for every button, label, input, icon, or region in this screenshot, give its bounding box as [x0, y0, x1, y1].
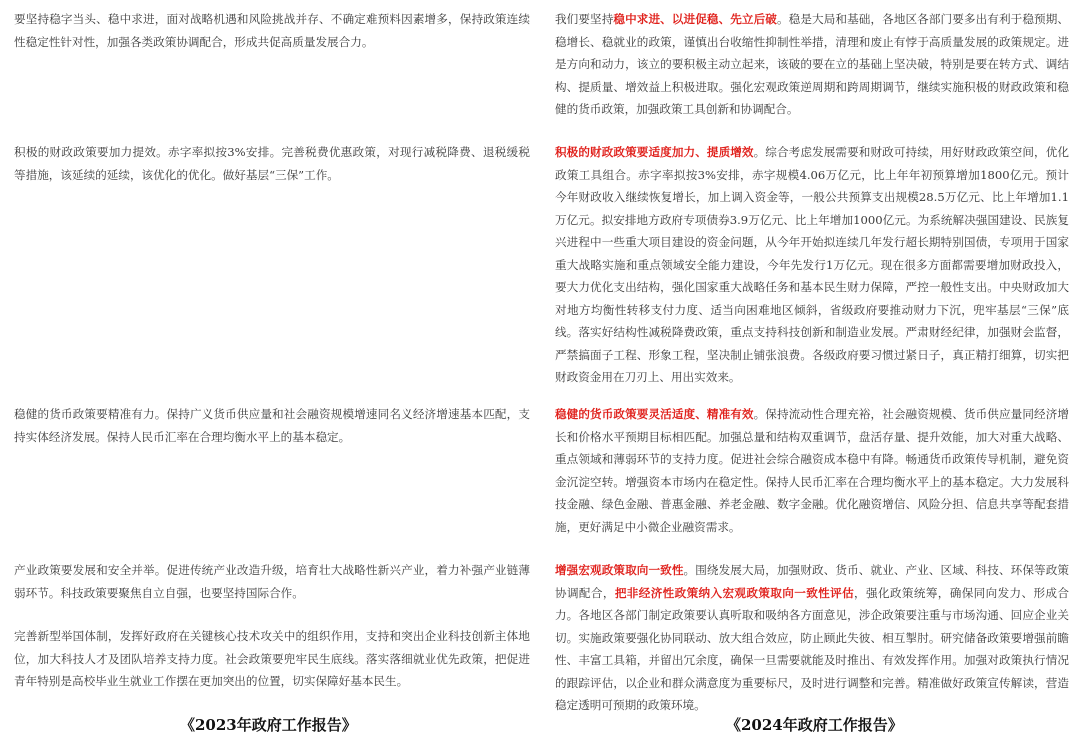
left-paragraph-2: 积极的财政政策要加力提效。赤字率拟按3%安排。完善税费优惠政策，对现行减税降费、退税缓税等措施，该延续的延续，该优化的优化。做好基层“三保”工作。 [14, 145, 530, 182]
right-paragraph-1 [555, 8, 1069, 121]
highlight-text: 稳中求进、以进促稳、先立后破 [613, 12, 777, 26]
highlight-text: 积极的财政政策要适度加力、提质增效 [555, 145, 754, 159]
highlight-text: 增强宏观政策取向一致性 [555, 563, 684, 577]
footer-title-2023: 《2023年政府工作报告》 [180, 716, 357, 734]
text-segment: 。综合考虑发展需要和财政可持续，用好财政政策空间，优化政策工具组合。赤字率拟按3%安排，赤字规模4.06万亿元，比上年年初预算增加1800亿元。预计今年财政收入继续恢复增长，加上调入资金等，一般公共预算支出规模28.5万亿元、比上年增加1.1万亿元。拟安排地方政府专项债券3.9万亿元、比上年增加1000亿元。为系统解决强国建设、民族复兴进程中一些重大项目建设的资金问题，从今年开始拟连续几年发行超长期特别国债，专项用于国家重大战略实施和重点领域安全能力建设，今年先发行1万亿元。现在很多方面都需要增加财政投入，要大力优化支出结构，强化国家重大战略任务和基本民生财力保障，严控一般性支出。中央财政加大对地方均衡性转移支付力度、适当向困难地区倾斜，省级政府要推动财力下沉，兜牢基层“三保”底线。落实好结构性减税降费政策，重点支持科技创新和制造业发展。严肃财经纪律，加强财会监督，严禁搞面子工程、形象工程，坚决制止铺张浪费。各级政府要习惯过紧日子，真正精打细算，切实把财政资金用在刀刃上、用出实效来。 [555, 145, 1069, 384]
text-segment: 我们要坚持 [555, 12, 614, 26]
highlight-text: 把非经济性政策纳入宏观政策取向一致性评估 [614, 585, 855, 600]
right-paragraph-4 [555, 559, 1069, 717]
text-segment: 。稳是大局和基础，各地区各部门要多出有利于稳预期、稳增长、稳就业的政策，谨慎出台收缩性抑制性举措，清理和废止有悖于高质量发展的政策规定。进是方向和动力，该立的要积极主动立起来，该破的要在立的基础上坚决破，特别是要在转方式、调结构、提质量、增效益上积极进取。强化宏观政策逆周期和跨周期调节，继续实施积极的财政政策和稳健的货币政策，加强政策工具创新和协调配合。 [555, 12, 1069, 116]
left-paragraph-5: 完善新型举国体制，发挥好政府在关键核心技术攻关中的组织作用，支持和突出企业科技创新主体地位，加大科技人才及团队培养支持力度。社会政策要兜牢民生底线。落实落细就业优先政策，把促进青年特别是高校毕业生就业工作摆在更加突出的位置，切实保障好基本民生。 [14, 629, 530, 688]
text-segment: ，强化政策统筹，确保同向发力、形成合力。各地区各部门制定政策要认真听取和吸纳各方面意见，涉企政策要注重与市场沟通、回应企业关切。实施政策要强化协同联动、放大组合效应，防止顾此失彼、相互掣肘。研究储备政策要增强前瞻性、丰富工具箱，并留出冗余度，确保一旦需要就能及时推出、有效发挥作用。加强对政策执行情况的跟踪评估，以企业和群众满意度为重要标尺，及时进行调整和完善。精准做好政策宣传解读，营造稳定透明可预期的政策环境。 [555, 585, 1069, 712]
text-segment: 。保持流动性合理充裕，社会融资规模、货币供应量同经济增长和价格水平预期目标相匹配。加强总量和结构双重调节，盘活存量、提升效能，加大对重大战略、重点领域和薄弱环节的支持力度。促进社会综合融资成本稳中有降。畅通货币政策传导机制，避免资金沉淀空转。增强资本市场内在稳定性。保持人民币汇率在合理均衡水平上的基本稳定。大力发展科技金融、绿色金融、普惠金融、养老金融、数字金融。优化融资增信、风险分担、信息共享等配套措施，更好满足中小微企业融资需求。 [555, 407, 1069, 534]
left-paragraph-4: 产业政策要发展和安全并举。促进传统产业改造升级，培育壮大战略性新兴产业，着力补强产业链薄弱环节。科技政策要聚焦自立自强，也要坚持国际合作。 [14, 563, 530, 600]
left-paragraph-1: 要坚持稳字当头、稳中求进，面对战略机遇和风险挑战并存、不确定难预料因素增多，保持政策连续性稳定性针对性，加强各类政策协调配合，形成共促高质量发展合力。 [14, 12, 530, 49]
right-paragraph-2 [555, 141, 1069, 389]
right-paragraph-3 [555, 403, 1069, 538]
text-segment: 。围绕发展大局，加强财政、货币、就业、产业、区域、科技、环保等政策协调配合， [555, 563, 1069, 600]
highlight-text: 稳健的货币政策要灵活适度、精准有效 [555, 407, 754, 421]
left-paragraph-3: 稳健的货币政策要精准有力。保持广义货币供应量和社会融资规模增速同名义经济增速基本匹配，支持实体经济发展。保持人民币汇率在合理均衡水平上的基本稳定。 [14, 407, 530, 444]
footer-title-2024: 《2024年政府工作报告》 [726, 716, 903, 734]
